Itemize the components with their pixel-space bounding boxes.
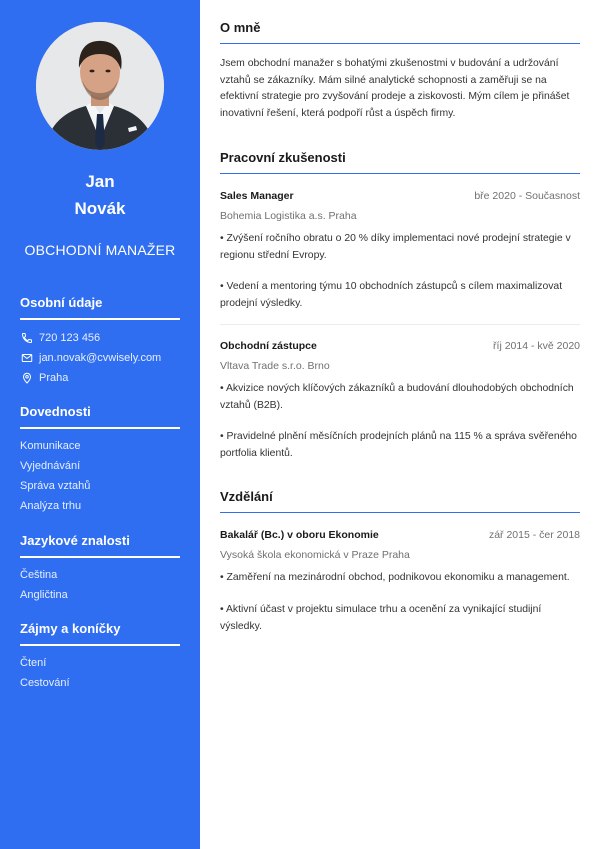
skill-item: Analýza trhu — [20, 500, 82, 512]
job-role: Sales Manager — [220, 190, 294, 202]
contact-location — [20, 370, 68, 386]
about-text: Jsem obchodní manažer s bohatými zkušenostmi v budování a udržování vztahů se zákazníky. Mám silné analytické schopnosti a zaměřuji se na efektivní strategie pro zvyšování prodeje a ziskovosti. Mým cílem je přinášet inovativní řešení, která podpoří růst a úspěch firmy. — [220, 58, 570, 119]
languages-heading: Jazykové znalosti — [20, 533, 180, 558]
job-bullet: • Pravidelné plnění měsíčních prodejních plánů na 115 % a správa svěřeného portfolia klientů. — [220, 431, 577, 459]
job-role: Obchodní zástupce — [220, 340, 317, 352]
avatar — [36, 22, 164, 150]
skill-item: Správa vztahů — [20, 480, 91, 492]
job-dates: říj 2014 - kvě 2020 — [493, 340, 580, 352]
first-name: Jan — [85, 172, 115, 191]
education-bullet: • Zaměření na mezinárodní obchod, podnikovou ekonomiku a management. — [220, 572, 570, 583]
skill-item: Vyjednávání — [20, 460, 81, 472]
sidebar — [0, 0, 200, 849]
job-title: OBCHODNÍ MANAŽER — [24, 242, 176, 258]
contact-email[interactable] — [20, 350, 161, 366]
hobbies-heading: Zájmy a koníčky — [20, 621, 180, 646]
education-school: Vysoká škola ekonomická v Praze Praha — [220, 549, 410, 561]
job-dates: bře 2020 - Současnost — [474, 190, 580, 202]
skill-item: Komunikace — [20, 440, 81, 452]
skills-heading: Dovednosti — [20, 404, 180, 429]
hobby-item: Cestování — [20, 677, 70, 689]
job-bullet: • Vedení a mentoring týmu 10 obchodních zástupců s cílem maximalizovat prodejní výsledky. — [220, 281, 563, 309]
location-pin-icon — [20, 372, 33, 385]
language-item: Angličtina — [20, 589, 68, 601]
job-header — [220, 340, 580, 352]
email-value: jan.novak@cvwisely.com — [39, 352, 162, 364]
location-value: Praha — [39, 372, 69, 384]
job-company: Bohemia Logistika a.s. Praha — [220, 210, 357, 222]
last-name: Novák — [74, 199, 126, 218]
job-bullet: • Zvýšení ročního obratu o 20 % díky implementaci nové prodejní strategie v regionu střední Evropy. — [220, 233, 571, 261]
personal-info-heading: Osobní údaje — [20, 295, 180, 320]
phone-value: 720 123 456 — [39, 332, 101, 344]
about-heading: O mně — [220, 20, 580, 44]
contact-phone[interactable] — [20, 330, 100, 346]
profile-photo-illustration — [36, 22, 164, 150]
education-heading: Vzdělání — [220, 489, 580, 513]
job-header — [220, 190, 580, 202]
language-item: Čeština — [20, 569, 58, 581]
mail-icon — [20, 352, 33, 365]
hobby-item: Čtení — [20, 657, 47, 669]
education-degree: Bakalář (Bc.) v oboru Ekonomie — [220, 529, 379, 541]
job-bullet: • Akvizice nových klíčových zákazníků a budování dlouhodobých obchodních vztahů (B2B). — [220, 383, 574, 411]
education-header — [220, 529, 580, 541]
experience-heading: Pracovní zkušenosti — [220, 150, 580, 174]
education-dates: zář 2015 - čer 2018 — [488, 529, 580, 541]
phone-icon — [20, 332, 33, 345]
full-name — [0, 168, 200, 222]
job-company: Vltava Trade s.r.o. Brno — [220, 360, 330, 372]
education-bullet: • Aktivní účast v projektu simulace trhu a ocenění za vynikající studijní výsledky. — [220, 604, 542, 632]
job-divider — [220, 324, 580, 325]
